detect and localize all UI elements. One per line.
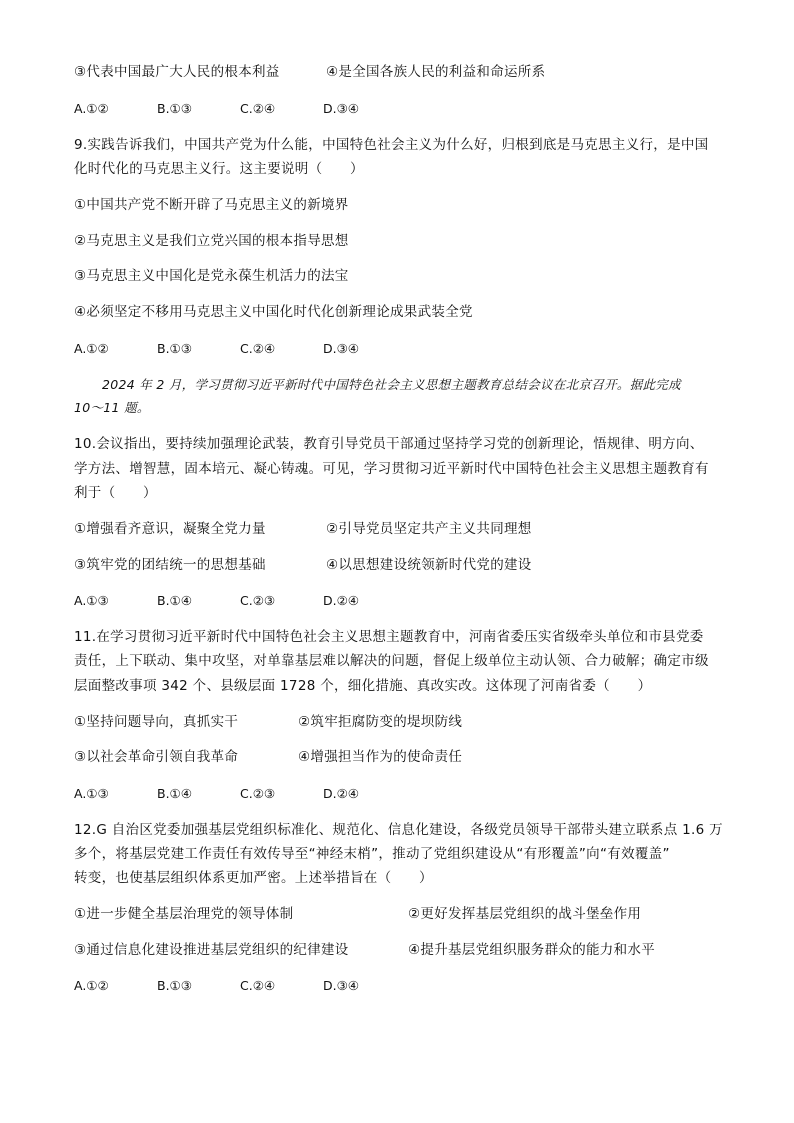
q12-choice-d: D.③④: [323, 978, 360, 993]
q9-option-2: ②马克思主义是我们立党兴国的根本指导思想: [74, 233, 349, 249]
q11-stem-line-3: 层面整改事项 342 个、县级层面 1728 个，细化措施、真改实改。这体现了河南省委（ ）: [74, 678, 652, 694]
q11-option-4: ④增强担当作为的使命责任: [298, 749, 463, 765]
q9-option-3: ③马克思主义中国化是党永葆生机活力的法宝: [74, 268, 349, 284]
q9-stem-line-1: 9.实践告诉我们，中国共产党为什么能，中国特色社会主义为什么好，归根到底是马克思主义行，是中国: [74, 137, 709, 153]
q8-choice-c: C.②④: [240, 101, 276, 116]
material-line-1: 2024 年 2 月，学习贯彻习近平新时代中国特色社会主义思想主题教育总结会议在北京召开。据此完成: [102, 377, 681, 392]
q10-stem-line-3: 利于（ ）: [74, 485, 157, 501]
q11-stem-line-1: 11.在学习贯彻习近平新时代中国特色社会主义思想主题教育中，河南省委压实省级牵头单位和市县党委: [74, 629, 704, 645]
q10-choice-a: A.①③: [74, 593, 109, 608]
q11-choice-d: D.②④: [323, 786, 360, 801]
q12-option-4: ④提升基层党组织服务群众的能力和水平: [408, 942, 656, 958]
q10-option-3: ③筑牢党的团结统一的思想基础: [74, 557, 266, 573]
q8-choice-b: B.①③: [157, 101, 192, 116]
q10-option-2: ②引导党员坚定共产主义共同理想: [326, 521, 532, 537]
q12-choice-c: C.②④: [240, 978, 276, 993]
q10-choice-b: B.①④: [157, 593, 192, 608]
q12-option-1: ①进一步健全基层治理党的领导体制: [74, 906, 294, 922]
q9-choice-c: C.②④: [240, 341, 276, 356]
material-line-2: 10～11 题。: [74, 400, 150, 415]
q10-stem-line-2: 学方法、增智慧，固本培元、凝心铸魂。可见，学习贯彻习近平新时代中国特色社会主义思想主题教育有: [74, 461, 709, 477]
q11-option-3: ③以社会革命引领自我革命: [74, 749, 239, 765]
q11-option-2: ②筑牢拒腐防变的堤坝防线: [298, 714, 463, 730]
q11-choice-c: C.②③: [240, 786, 276, 801]
q10-choice-d: D.②④: [323, 593, 360, 608]
q12-option-3: ③通过信息化建设推进基层党组织的纪律建设: [74, 942, 349, 958]
q12-stem-line-1: 12.G 自治区党委加强基层党组织标准化、规范化、信息化建设，各级党员领导干部带头建立联系点 1.6 万: [74, 822, 723, 838]
q9-choice-b: B.①③: [157, 341, 192, 356]
q12-stem-line-2: 多个，将基层党建工作责任有效传导至“神经末梢”，推动了党组织建设从“有形覆盖”向“有效覆盖”: [74, 846, 670, 862]
q8-choice-d: D.③④: [323, 101, 360, 116]
q8-option-3: ③代表中国最广大人民的根本利益: [74, 64, 280, 80]
q11-choice-b: B.①④: [157, 786, 192, 801]
q9-option-1: ①中国共产党不断开辟了马克思主义的新境界: [74, 197, 349, 213]
q9-choice-a: A.①②: [74, 341, 109, 356]
q9-stem-line-2: 化时代化的马克思主义行。这主要说明（ ）: [74, 161, 364, 177]
q10-stem-line-1: 10.会议指出，要持续加强理论武装，教育引导党员干部通过坚持学习党的创新理论，悟规律、明方向、: [74, 436, 704, 452]
q12-stem-line-3: 转变，也使基层组织体系更加严密。上述举措旨在（ ）: [74, 870, 433, 886]
q9-choice-d: D.③④: [323, 341, 360, 356]
q11-choice-a: A.①③: [74, 786, 109, 801]
q10-option-4: ④以思想建设统领新时代党的建设: [326, 557, 532, 573]
q9-option-4: ④必须坚定不移用马克思主义中国化时代化创新理论成果武装全党: [74, 304, 473, 320]
q11-option-1: ①坚持问题导向，真抓实干: [74, 714, 239, 730]
q8-choice-a: A.①②: [74, 101, 109, 116]
q12-choice-a: A.①②: [74, 978, 109, 993]
q10-option-1: ①增强看齐意识，凝聚全党力量: [74, 521, 266, 537]
q8-option-4: ④是全国各族人民的利益和命运所系: [326, 64, 546, 80]
q12-option-2: ②更好发挥基层党组织的战斗堡垒作用: [408, 906, 642, 922]
q12-choice-b: B.①③: [157, 978, 192, 993]
q10-choice-c: C.②③: [240, 593, 276, 608]
q11-stem-line-2: 责任，上下联动、集中攻坚，对单靠基层难以解决的问题，督促上级单位主动认领、合力破解；确定市级: [74, 653, 709, 669]
